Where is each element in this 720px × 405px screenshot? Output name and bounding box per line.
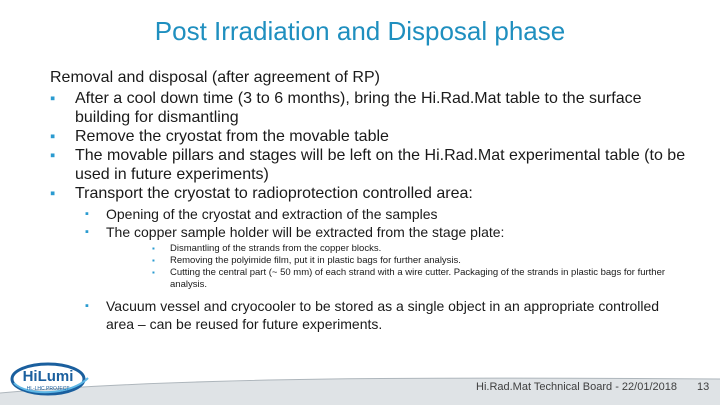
sub-bullet-item-text: The copper sample holder will be extracted from the stage plate: — [106, 224, 505, 240]
hilumi-logo — [8, 356, 100, 398]
sub-sub-bullet-item: ▪ Removing the polyimide film, put it in plastic bags for further analysis. — [152, 255, 690, 267]
logo-sub-text: HL-LHC PROJECT — [26, 386, 70, 392]
sub-bullet-item: ▪ Opening of the cryostat and extraction of the samples — [85, 205, 690, 223]
bullet-item: ▪ The movable pillars and stages will be left on the Hi.Rad.Mat experimental table (to be used in future experiments) — [50, 146, 690, 184]
sub-bullet-item-with-subitems — [85, 223, 690, 291]
sub-sub-bullet-item: ▪ Dismantling of the strands from the copper blocks. — [152, 243, 690, 255]
intro-text: Removal and disposal (after agreement of RP) — [50, 69, 380, 86]
sub-sub-bullet-list — [152, 243, 690, 291]
sub-bullet-list — [85, 205, 690, 333]
slide-content — [50, 68, 690, 333]
bullet-item-with-subitems — [50, 184, 690, 333]
bullet-item: ▪ Remove the cryostat from the movable table — [50, 127, 690, 146]
sub-sub-bullet-item: ▪ Cutting the central part (~ 50 mm) of each strand with a wire cutter. Packaging of the strands in plastic bags for further analysis. — [152, 267, 690, 291]
logo-main-text: HiLumi — [22, 368, 74, 385]
bullet-list — [50, 89, 690, 333]
footer-text: Hi.Rad.Mat Technical Board - 22/01/2018 — [476, 381, 677, 393]
page-number: 13 — [697, 381, 710, 393]
sub-bullet-item: ▪ Vacuum vessel and cryocooler to be stored as a single object in an appropriate controlled area – can be reused for future experiments. — [85, 297, 690, 333]
bullet-item-text: Transport the cryostat to radioprotection controlled area: — [75, 185, 473, 202]
bullet-item: ▪ After a cool down time (3 to 6 months), bring the Hi.Rad.Mat table to the surface building for dismantling — [50, 89, 690, 127]
slide-title: Post Irradiation and Disposal phase — [154, 16, 566, 46]
